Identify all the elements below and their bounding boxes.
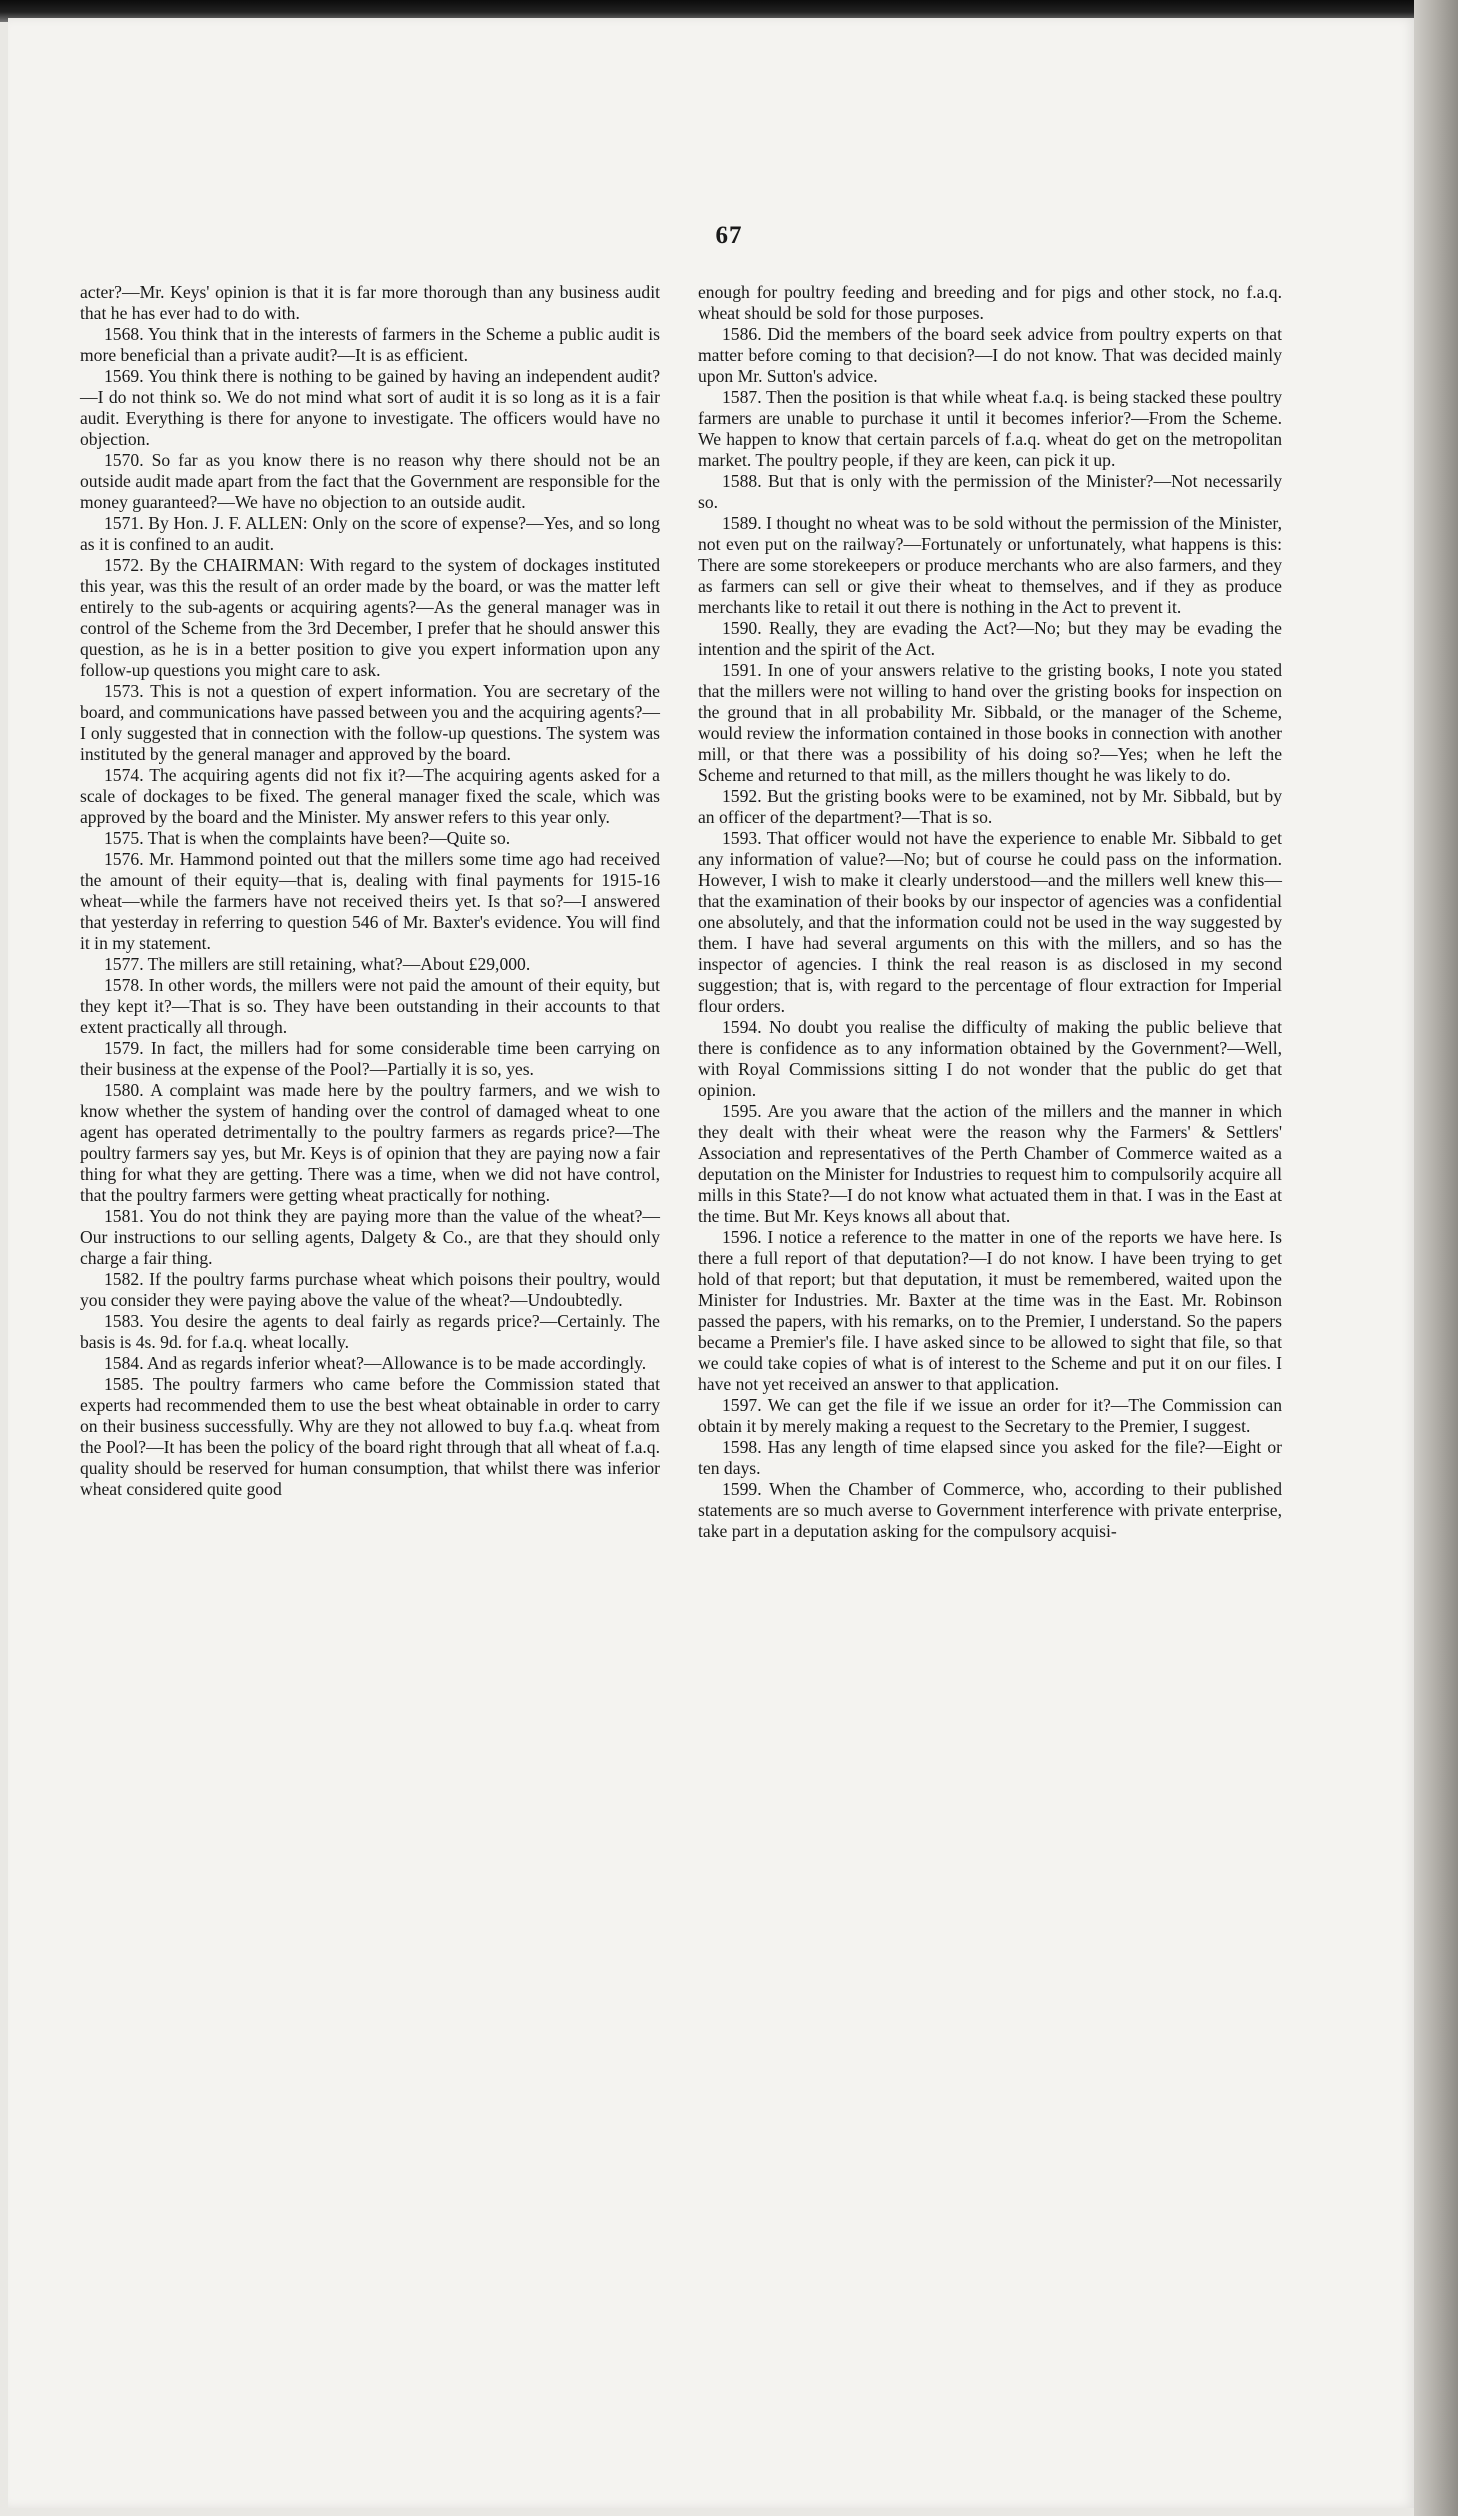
question-paragraph: 1595. Are you aware that the action of the millers and the manner in which they dealt with their wheat were the reason why the Farmers' & Settlers' Association and representatives of the Perth Chamber of Commerce waited as a deputation on the Minister for Industries to request him to compulsorily acquire all mills in this State?—I do not know what actuated them in that. I was in the East at the time. But Mr. Keys knows all about that. xyxy=(698,1101,1282,1226)
question-paragraph: 1571. By Hon. J. F. ALLEN: Only on the score of expense?—Yes, and so long as it is confined to an audit. xyxy=(80,513,660,554)
question-paragraph: 1583. You desire the agents to deal fairly as regards price?—Certainly. The basis is 4s. 9d. for f.a.q. wheat locally. xyxy=(80,1311,660,1352)
question-paragraph: 1589. I thought no wheat was to be sold without the permission of the Minister, not even put on the railway?—Fortunately or unfortunately, what happens is this: There are some storekeepers or produce merchants who are also farmers, and they as farmers can sell or give their wheat to themselves, and if they as produce merchants like to retail it out there is nothing in the Act to prevent it. xyxy=(698,513,1282,617)
question-paragraph: 1593. That officer would not have the experience to enable Mr. Sibbald to get any information of value?—No; but of course he could pass on the information. However, I wish to make it clearly understood—and the millers well knew this—that the examination of their books by our inspector of agencies was a confidential one absolutely, and that the information could not be used in the way suggested by them. I have had several arguments on this with the millers, and so has the inspector of agencies. I think the real reason is as disclosed in my second suggestion; that is, with regard to the percentage of flour extraction for Imperial flour orders. xyxy=(698,828,1282,1016)
question-paragraph: 1572. By the CHAIRMAN: With regard to the system of dockages instituted this year, was this the result of an order made by the board, or was the matter left entirely to the sub-agents or acquiring agents?—As the general manager was in control of the Scheme from the 3rd December, I prefer that he should answer this question, as he is in a better position to give you expert information upon any follow-up questions you might care to ask. xyxy=(80,555,660,680)
question-paragraph: 1580. A complaint was made here by the poultry farmers, and we wish to know whether the system of handing over the control of damaged wheat to one agent has operated detrimentally to the poultry farmers as regards price?—The poultry farmers say yes, but Mr. Keys is of opinion that they are paying now a fair thing for what they are getting. There was a time, when we did not have control, that the poultry farmers were getting wheat practically for nothing. xyxy=(80,1080,660,1205)
book-binding-edge xyxy=(1414,0,1458,2516)
left-text-column xyxy=(80,282,660,1500)
question-paragraph: 1588. But that is only with the permission of the Minister?—Not necessarily so. xyxy=(698,471,1282,512)
page-number: 67 xyxy=(715,222,743,249)
question-paragraph: 1587. Then the position is that while wheat f.a.q. is being stacked these poultry farmers are unable to purchase it until it becomes inferior?—From the Scheme. We happen to know that certain parcels of f.a.q. wheat do get on the metropolitan market. The poultry people, if they are keen, can pick it up. xyxy=(698,387,1282,470)
question-paragraph: 1594. No doubt you realise the difficulty of making the public believe that there is confidence as to any information obtained by the Government?—Well, with Royal Commissions sitting I do not wonder that the public do get that opinion. xyxy=(698,1017,1282,1100)
question-paragraph: 1575. That is when the complaints have been?—Quite so. xyxy=(104,828,511,848)
question-paragraph: 1577. The millers are still retaining, what?—About £29,000. xyxy=(104,954,531,974)
question-paragraph: 1584. And as regards inferior wheat?—Allowance is to be made accordingly. xyxy=(104,1353,647,1373)
question-paragraph: 1590. Really, they are evading the Act?—No; but they may be evading the intention and the spirit of the Act. xyxy=(698,618,1282,659)
continued-paragraph: acter?—Mr. Keys' opinion is that it is far more thorough than any business audit that he has ever had to do with. xyxy=(80,282,660,323)
question-paragraph: 1598. Has any length of time elapsed since you asked for the file?—Eight or ten days. xyxy=(698,1437,1282,1478)
question-paragraph: 1573. This is not a question of expert information. You are secretary of the board, and communications have passed between you and the acquiring agents?—I only suggested that in connection with the follow-up questions. The system was instituted by the general manager and approved by the board. xyxy=(80,681,660,764)
question-paragraph: 1579. In fact, the millers had for some considerable time been carrying on their business at the expense of the Pool?—Partially it is so, yes. xyxy=(80,1038,660,1079)
question-paragraph: 1586. Did the members of the board seek advice from poultry experts on that matter before coming to that decision?—I do not know. That was decided mainly upon Mr. Sutton's advice. xyxy=(698,324,1282,386)
question-paragraph: 1596. I notice a reference to the matter in one of the reports we have here. Is there a full report of that deputation?—I do not know. I have been trying to get hold of that report; but that deputation, it must be remembered, waited upon the Minister for Industries. Mr. Baxter at the time was in the East. Mr. Robinson passed the papers, with his remarks, on to the Premier, I understand. So the papers became a Premier's file. I have asked since to be allowed to sight that file, so that we could take copies of what is of interest to the Scheme and put it on our files. I have not yet received an answer to that application. xyxy=(698,1227,1282,1394)
question-paragraph: 1578. In other words, the millers were not paid the amount of their equity, but they kept it?—That is so. They have been outstanding in their accounts to that extent practically all through. xyxy=(80,975,660,1037)
question-paragraph: 1582. If the poultry farms purchase wheat which poisons their poultry, would you consider they were paying above the value of the wheat?—Undoubtedly. xyxy=(80,1269,660,1310)
question-paragraph: 1585. The poultry farmers who came before the Commission stated that experts had recommended them to use the best wheat obtainable in order to carry on their business successfully. Why are they not allowed to buy f.a.q. wheat from the Pool?—It has been the policy of the board right through that all wheat of f.a.q. quality should be reserved for human consumption, that whilst there was inferior wheat considered quite good xyxy=(80,1374,660,1499)
right-text-column xyxy=(698,282,1282,1542)
question-paragraph: 1576. Mr. Hammond pointed out that the millers some time ago had received the amount of their equity—that is, dealing with final payments for 1915-16 wheat—while the farmers have not received theirs yet. Is that so?—I answered that yesterday in referring to question 546 of Mr. Baxter's evidence. You will find it in my statement. xyxy=(80,849,660,953)
question-paragraph: 1581. You do not think they are paying more than the value of the wheat?—Our instructions to our selling agents, Dalgety & Co., are that they should only charge a fair thing. xyxy=(80,1206,660,1268)
question-paragraph: 1569. You think there is nothing to be gained by having an independent audit?—I do not think so. We do not mind what sort of audit it is so long as it is a fair audit. Everything is there for anyone to investigate. The officers would have no objection. xyxy=(80,366,660,449)
question-paragraph: 1592. But the gristing books were to be examined, not by Mr. Sibbald, but by an officer of the department?—That is so. xyxy=(698,786,1282,827)
question-paragraph: 1599. When the Chamber of Commerce, who, according to their published statements are so much averse to Government interference with private enterprise, take part in a deputation asking for the compulsory acquisi- xyxy=(698,1479,1282,1541)
question-paragraph: 1591. In one of your answers relative to the gristing books, I note you stated that the millers were not willing to hand over the gristing books for inspection on the ground that in all probability Mr. Sibbald, or the manager of the Scheme, would review the information contained in those books in connection with another mill, or that there was a possibility of his doing so?—Yes; when he left the Scheme and returned to that mill, as the millers thought he was likely to do. xyxy=(698,660,1282,785)
question-paragraph: 1574. The acquiring agents did not fix it?—The acquiring agents asked for a scale of dockages to be fixed. The general manager fixed the scale, which was approved by the board and the Minister. My answer refers to this year only. xyxy=(80,765,660,827)
question-paragraph: 1597. We can get the file if we issue an order for it?—The Commission can obtain it by merely making a request to the Secretary to the Premier, I suggest. xyxy=(698,1395,1282,1436)
question-paragraph: 1570. So far as you know there is no reason why there should not be an outside audit made apart from the fact that the Government are responsible for the money guaranteed?—We have no objection to an outside audit. xyxy=(80,450,660,512)
continued-paragraph: enough for poultry feeding and breeding and for pigs and other stock, no f.a.q. wheat should be sold for those purposes. xyxy=(698,282,1282,323)
question-paragraph: 1568. You think that in the interests of farmers in the Scheme a public audit is more beneficial than a private audit?—It is as efficient. xyxy=(80,324,660,365)
